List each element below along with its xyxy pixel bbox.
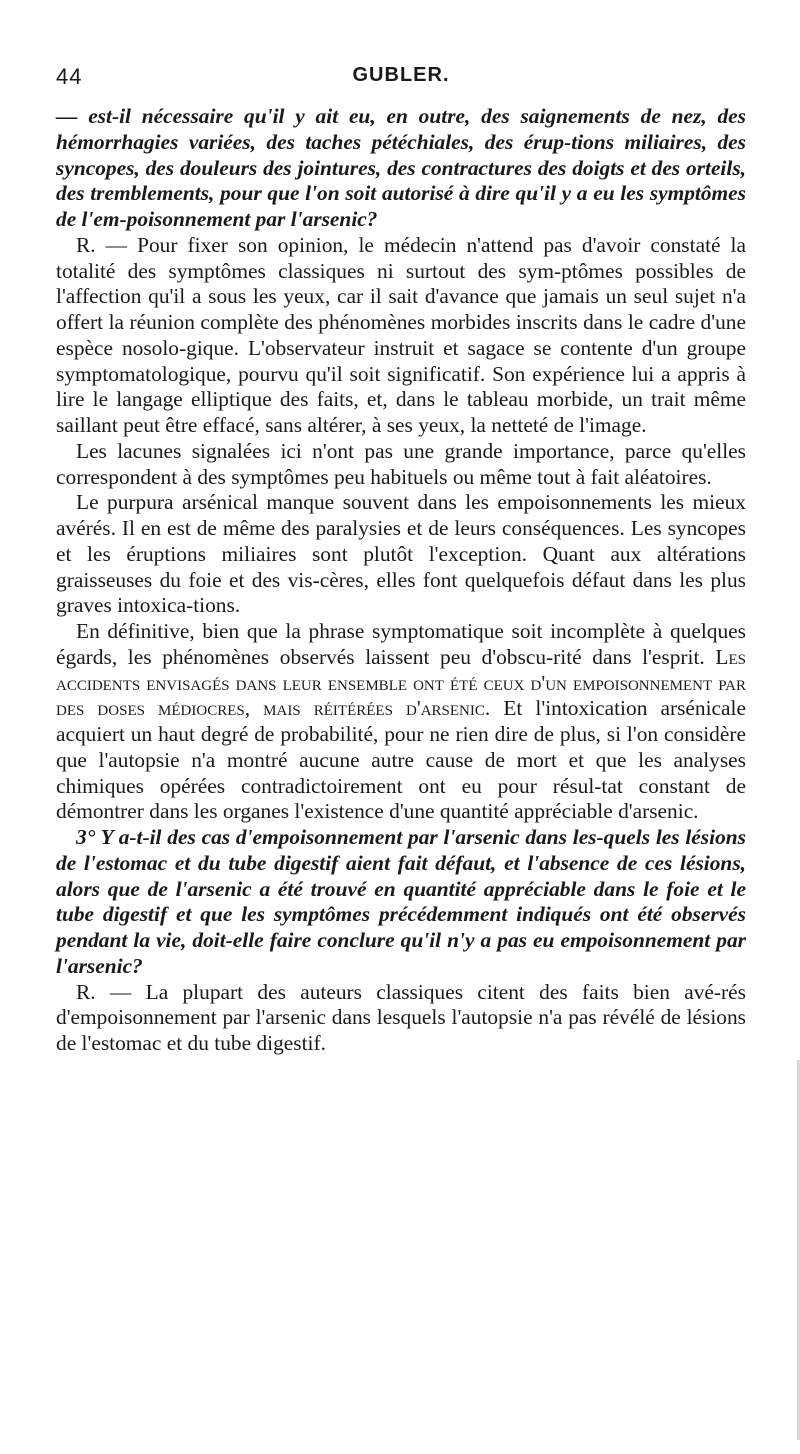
page-number: 44 xyxy=(56,64,83,89)
conclusion-lead-text: En définitive, bien que la phrase symptomatique soit incomplète à quelques égards, les phénomènes observés laissent peu d'obscu-rité dans l'esprit. xyxy=(56,619,746,669)
conclusion-tail-text: Et l'intoxication arsénicale acquiert un haut degré de probabilité, pour ne rien dire de plus, si l'on considère que l'autopsie n'a montré aucune autre cause de mort et que les analyses chimiques opérées contradictoirement ont eu pour résul-tat constant de démontrer dans les organes l'existence d'une quantité appréciable d'arsenic. xyxy=(56,696,746,824)
question-paragraph: — est-il nécessaire qu'il y ait eu, en outre, des saignements de nez, des hémorrhagies variées, des taches pétéchiales, des érup-tions miliaires, des syncopes, des douleurs des jointures, des contractures des doigts et des orteils, des tremblements, pour que l'on soit autorisé à dire qu'il y a eu les symptômes de l'em-poisonnement par l'arsenic? xyxy=(56,104,746,231)
body-paragraph: Le purpura arsénical manque souvent dans les empoisonnements les mieux avérés. Il en est de même des paralysies et de leurs conséquences. Les syncopes et les éruptions miliaires sont plutôt l'exception. Quant aux altérations graisseuses du foie et des vis-cères, elles font quelquefois défaut dans les plus graves intoxica-tions. xyxy=(56,490,746,618)
body-paragraph-conclusion xyxy=(56,619,746,825)
page xyxy=(56,64,746,1057)
body-paragraph: Les lacunes signalées ici n'ont pas une grande importance, parce qu'elles correspondent à des symptômes peu habituels ou même tout à fait aléatoires. xyxy=(56,438,746,489)
small-caps-emphasis: Les accidents envisagés dans leur ensemble ont été ceux d'un empoisonnement par des doses médiocres, mais réitérées d'arsenic. xyxy=(56,644,746,721)
body-text xyxy=(56,104,746,1057)
answer-paragraph: R. — La plupart des auteurs classiques citent des faits bien avé-rés d'empoisonnement par l'arsenic dans lesquels l'autopsie n'a pas révélé de lésions de l'estomac et du tube digestif. xyxy=(56,979,746,1055)
running-title: GUBLER. xyxy=(352,64,450,86)
running-head xyxy=(56,64,746,98)
question-paragraph-3: 3° Y a-t-il des cas d'empoisonnement par l'arsenic dans les-quels les lésions de l'estomac et du tube digestif aient fait défaut, et l'absence de ces lésions, alors que de l'arsenic a été trouvé en quantité appréciable dans le foie et le tube digestif et que les symptômes précédemment indiqués ont été observés pendant la vie, doit-elle faire conclure qu'il n'y a pas eu empoisonnement par l'arsenic? xyxy=(56,825,746,978)
answer-paragraph: R. — Pour fixer son opinion, le médecin n'attend pas d'avoir constaté la totalité des symptômes classiques ni surtout des sym-ptômes possibles de l'affection qu'il a sous les yeux, car il sait d'avance que jamais un seul sujet n'a offert la réunion complète des phénomènes morbides inscrits dans le cadre d'une espèce nosolo-gique. L'observateur instruit et sagace se contente d'un groupe symptomatologique, pourvu qu'il soit significatif. Son expérience lui a appris à lire le langage elliptique des faits, et, dans le tableau morbide, un trait même saillant peut être effacé, sans altérer, à ses yeux, la netteté de l'image. xyxy=(56,232,746,437)
